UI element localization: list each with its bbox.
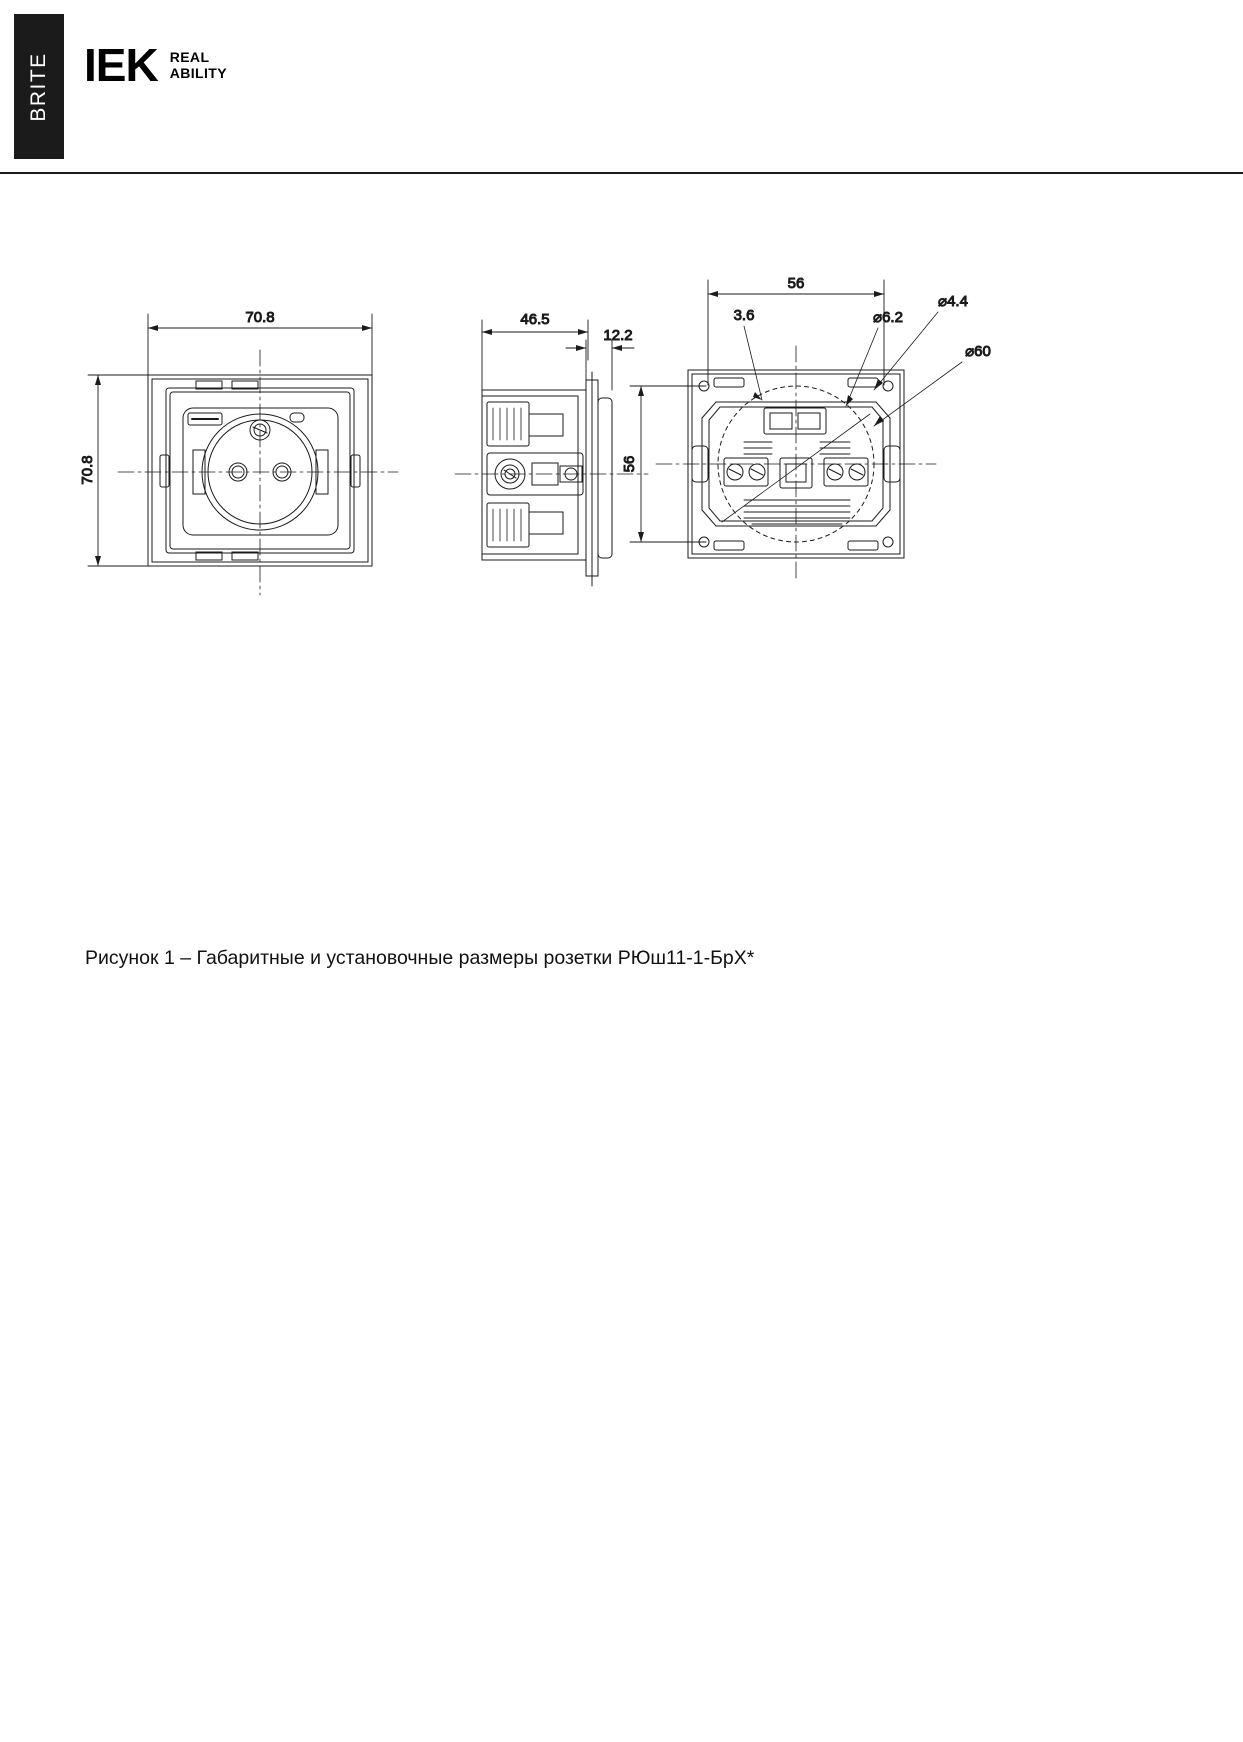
dim-label-front-height: 70.8 — [79, 455, 96, 485]
front-view — [79, 309, 398, 595]
technical-drawing — [0, 250, 1243, 630]
drawing-canvas — [0, 250, 1243, 630]
dim-label-rear-3-6: 3.6 — [733, 307, 755, 324]
rear-view — [621, 275, 991, 582]
dim-depth-side — [482, 320, 588, 390]
logo-wordmark: IEK — [84, 39, 158, 91]
series-tab — [14, 14, 64, 159]
logo-tagline-line2: ABILITY — [169, 65, 227, 81]
dim-label-rear-d4-4: ⌀4.4 — [938, 293, 968, 310]
dim-label-rear-height: 56 — [621, 455, 638, 473]
side-view — [455, 311, 648, 586]
header-divider — [0, 172, 1243, 174]
logo-tagline-line1: REAL — [169, 48, 210, 65]
dim-label-rear-width: 56 — [787, 275, 805, 292]
dim-label-rear-d60: ⌀60 — [965, 343, 991, 360]
dim-label-front-width: 70.8 — [245, 309, 275, 326]
dim-label-rear-d6-2: ⌀6.2 — [873, 309, 903, 326]
figure-caption: Рисунок 1 – Габаритные и установочные размеры розетки РЮш11-1-БрХ* — [85, 947, 755, 969]
dim-label-side-depth: 46.5 — [520, 311, 550, 328]
dim-flange-side — [566, 340, 634, 390]
dim-label-side-flange: 12.2 — [603, 327, 633, 344]
series-tab-label: BRITE — [27, 51, 50, 122]
dim-height-front — [88, 375, 150, 566]
brand-logo — [84, 39, 227, 91]
logo-tagline — [170, 49, 227, 81]
